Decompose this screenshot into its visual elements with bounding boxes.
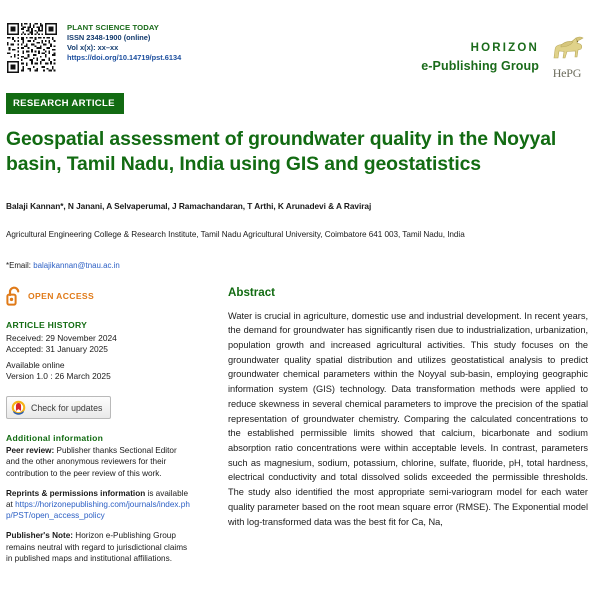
reprints-label: Reprints & permissions information [6,488,146,498]
peer-review-text: Publisher thanks Sectional Editor and the other anonymous reviewers for their contribution to the peer review of this work. [6,446,177,478]
open-access-label: OPEN ACCESS [28,290,95,301]
journal-meta [67,22,181,62]
publisher-branding [421,22,592,81]
doi-link[interactable]: https://doi.org/10.14719/pst.6134 [67,52,182,62]
available-online-label: Available online [6,359,65,370]
sidebar [6,286,202,564]
corresponding-email [6,261,592,270]
abstract-heading: Abstract [228,285,276,299]
journal-volume: Vol x(x): xx–xx [67,42,119,52]
accepted-date: Accepted: 31 January 2025 [6,344,108,355]
body-columns [6,286,592,564]
reprints-text: is available at [6,488,188,509]
publisher-note-label: Publisher's Note: [6,531,74,541]
badge-row [6,93,592,114]
publisher-name-line2: e-Publishing Group [421,58,539,73]
article-history-block [6,320,190,383]
additional-information-heading: Additional information [6,433,104,444]
received-date: Received: 29 November 2024 [6,332,117,343]
crossmark-icon [11,400,26,415]
journal-title: PLANT SCIENCE TODAY [67,23,160,32]
check-for-updates-button[interactable] [6,396,111,419]
additional-information-block [6,433,190,564]
publisher-note-text: Horizon e-Publishing Group remains neutral with regard to jurisdictional claims in published maps and institutional affiliations. [6,531,188,563]
page-title: Geospatial assessment of groundwater quality in the Noyyal basin, Tamil Nadu, India using GIS and geostatistics [6,128,557,175]
hepg-wordmark: HePG [552,66,582,80]
journal-issn: ISSN 2348-1900 (online) [67,33,151,43]
abstract-text: Water is crucial in agriculture, domestic use and industrial development. In recent years, the demand for groundwater has significantly risen due to industrialization, urbanization, population growth and increased agricultural activities. This study focuses on the groundwater quality spatial distribution and utilizes geostatistical analysis to predict groundwater chemical parameters within the Noyyal sub-basin, employing geographic information system (GIS) technology. Data transformation methods were applied to reduce skewness in several chemical parameters to improve the precision of the spatial representation of groundwater chemistry. Comparing the calculated concentrations to the established permissible limits showed that calcium, bicarbonate and sodium absorption ratio concentrations were within acceptable levels. In contrast, parameters such as magnesium, sodium, potassium, chlorine, sulfate, fluoride, pH, total hardness, electrical conductivity and total dissolved solids exceeded the permissible thresholds. The study also identified the most appropriate semi-variogram model for each water quality parameter based on the root mean square error (RMSE). The Exponential model with log-transformed data was the best fit for Ca, Na, [228,310,588,527]
open-access-lock-icon [6,286,22,306]
masthead [6,22,592,84]
open-access-block [6,286,190,306]
publisher-note [6,530,190,564]
hepg-logo [546,34,588,81]
peer-review-label: Peer review: [6,446,55,456]
article-type-badge: RESEARCH ARTICLE [6,93,124,114]
reprints-note [6,488,190,522]
reprints-link[interactable]: https://horizonepublishing.com/journals/index.php/PST/open_access_policy [6,499,190,521]
peer-review-note [6,445,190,479]
publisher-name [421,40,539,75]
check-for-updates-label: Check for updates [31,402,103,413]
affiliation: Agricultural Engineering College & Research Institute, Tamil Nadu Agricultural University, Coimbatore 641 003, Tamil Nadu, India [6,229,465,239]
masthead-left [6,22,181,74]
author-list: Balaji Kannan*, N Janani, A Selvaperumal, J Ramachandaran, T Arthi, K Arunadevi & A Raviraj [6,200,372,211]
version-date: Version 1.0 : 26 March 2025 [6,371,111,382]
abstract-section [202,286,592,564]
publisher-name-line1: HORIZON [470,42,539,55]
griffin-lion-icon [547,34,587,64]
article-history-heading: ARTICLE HISTORY [6,319,88,330]
qr-code-icon [6,22,58,74]
email-prefix: *Email: [6,260,31,270]
email-link[interactable]: balajikannan@tnau.ac.in [33,260,120,270]
